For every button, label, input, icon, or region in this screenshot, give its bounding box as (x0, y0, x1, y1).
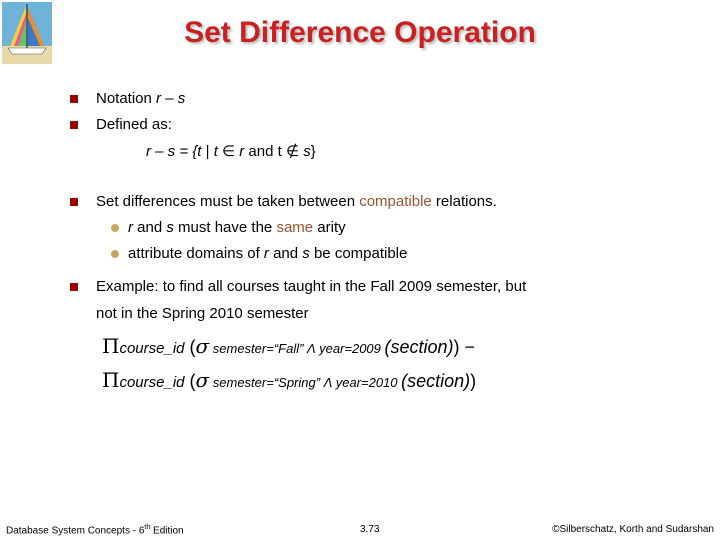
bullet-icon (70, 283, 78, 291)
footer-left: Database System Concepts - 6th Edition (6, 524, 184, 537)
expression-line-2: Πcourse_id (σ semester=“Spring” Λ year=2010 (section)) (102, 368, 477, 392)
expression-line-1: Πcourse_id (σ semester=“Fall” Λ year=2009 (section)) − (102, 334, 476, 358)
footer-copyright: ©Silberschatz, Korth and Sudarshan (552, 524, 714, 535)
domains-compatible-text: attribute domains of r and s be compatible (128, 245, 408, 262)
compatible-keyword: compatible (359, 193, 432, 210)
example-line-1: Example: to find all courses taught in the Fall 2009 semester, but (96, 278, 527, 295)
set-difference-text: Set differences must be taken between compatible relations. (96, 193, 497, 210)
definition-formula: r – s = {t | t ∈ r and t ∉ s} (146, 143, 316, 160)
defined-as-text: Defined as: (96, 116, 172, 133)
sub-bullet-icon (111, 224, 119, 232)
same-keyword: same (276, 219, 314, 236)
example-line-2: not in the Spring 2010 semester (96, 305, 309, 322)
notation-text (96, 90, 185, 107)
selection-symbol: σ (195, 368, 210, 392)
projection-symbol: Π (102, 368, 120, 392)
bullet-icon (70, 95, 78, 103)
bullet-icon (70, 121, 78, 129)
bullet-icon (70, 198, 78, 206)
same-arity-text: r and s must have the same arity (128, 219, 346, 236)
notation-prefix: Notation (96, 90, 157, 107)
page-number: 3.73 (360, 524, 380, 535)
notation-expr: r – s (156, 90, 186, 107)
sub-bullet-icon (111, 250, 119, 258)
projection-symbol: Π (102, 334, 120, 358)
slide-title: Set Difference Operation (184, 16, 536, 49)
selection-symbol: σ (195, 334, 210, 358)
